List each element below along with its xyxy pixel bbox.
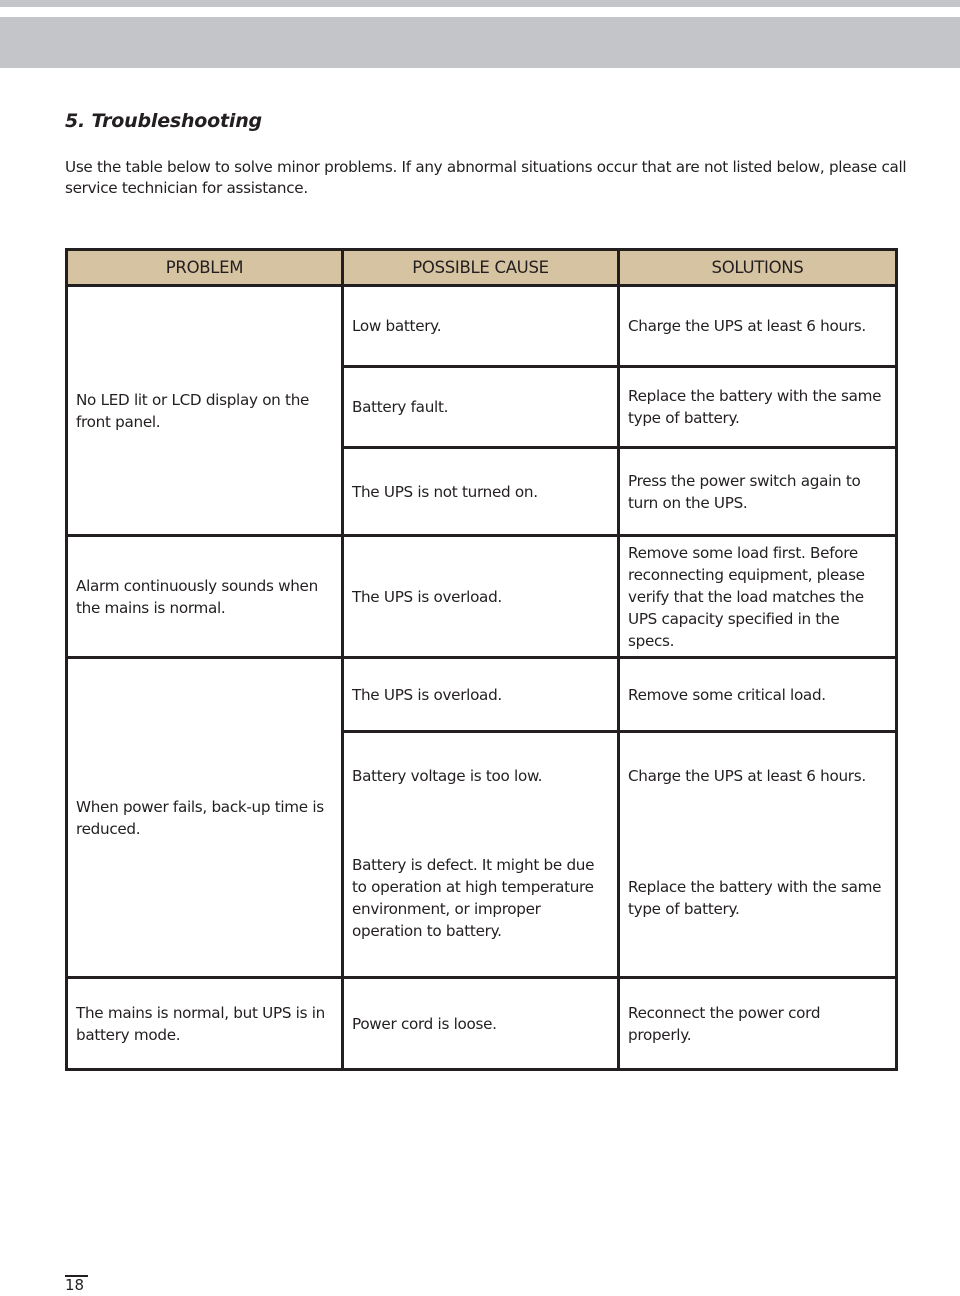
table-row xyxy=(67,978,897,1070)
header-band xyxy=(0,17,960,68)
solution-cell: Remove some load first. Before reconnecting equipment, please verify that the load matches the UPS capacity specified in the specs. xyxy=(619,536,897,658)
problem-cell: The mains is normal, but UPS is in battery mode. xyxy=(67,978,343,1070)
intro-paragraph: Use the table below to solve minor problems. If any abnormal situations occur that are not listed below, please call service technician for assistance. xyxy=(65,158,907,197)
solution-cell: Charge the UPS at least 6 hours. xyxy=(619,286,897,367)
table-row xyxy=(67,536,897,658)
header-solutions: SOLUTIONS xyxy=(619,250,897,286)
cause-cell: The UPS is not turned on. xyxy=(343,448,619,536)
cause-cell: Battery voltage is too low. xyxy=(343,732,619,820)
top-rule xyxy=(0,0,960,7)
table-row xyxy=(67,658,897,732)
table-header-row xyxy=(67,250,897,286)
cause-cell: The UPS is overload. xyxy=(343,658,619,732)
solution-cell: Press the power switch again to turn on the UPS. xyxy=(619,448,897,536)
cause-cell: Power cord is loose. xyxy=(343,978,619,1070)
cause-cell: Battery is defect. It might be due to operation at high temperature environment, or improper operation to battery. xyxy=(343,820,619,978)
solution-cell: Replace the battery with the same type of battery. xyxy=(619,820,897,978)
problem-cell: No LED lit or LCD display on the front panel. xyxy=(67,286,343,536)
solution-cell: Reconnect the power cord properly. xyxy=(619,978,897,1070)
header-problem: PROBLEM xyxy=(67,250,343,286)
solution-cell: Remove some critical load. xyxy=(619,658,897,732)
cause-cell: Battery fault. xyxy=(343,367,619,448)
troubleshooting-table xyxy=(65,248,898,1071)
page-number: 18 xyxy=(65,1276,85,1294)
header-possible-cause: POSSIBLE CAUSE xyxy=(343,250,619,286)
table-row xyxy=(67,286,897,367)
problem-cell: Alarm continuously sounds when the mains is normal. xyxy=(67,536,343,658)
section-title: 5. Troubleshooting xyxy=(65,110,262,132)
problem-cell: When power fails, back-up time is reduced. xyxy=(67,658,343,978)
cause-cell: The UPS is overload. xyxy=(343,536,619,658)
solution-cell: Charge the UPS at least 6 hours. xyxy=(619,732,897,820)
solution-cell: Replace the battery with the same type of battery. xyxy=(619,367,897,448)
cause-cell: Low battery. xyxy=(343,286,619,367)
